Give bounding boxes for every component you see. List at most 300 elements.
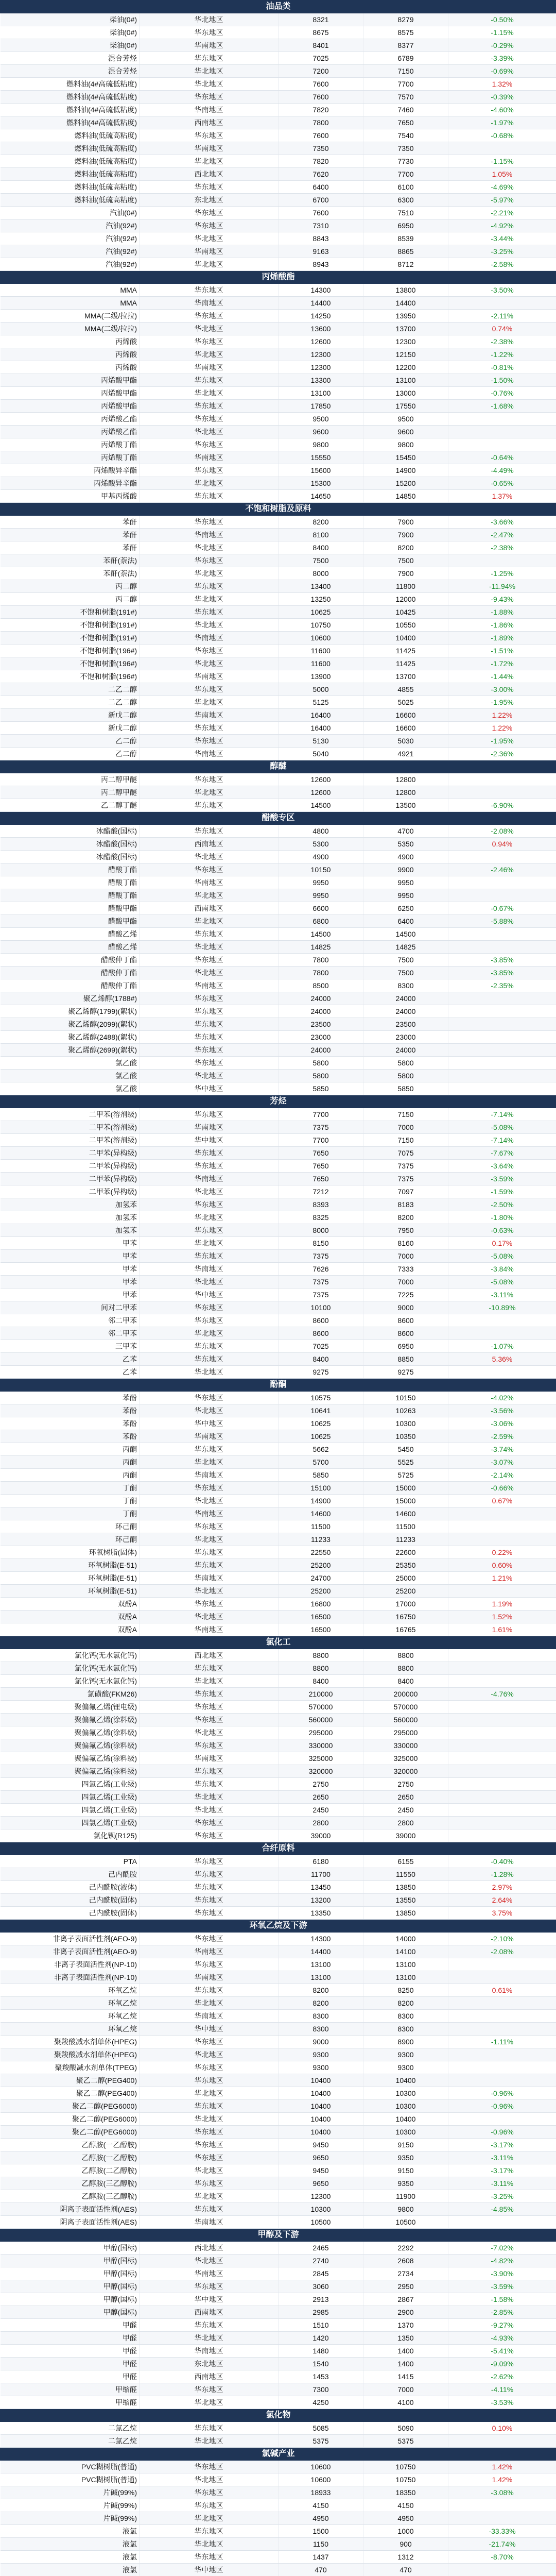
cell-region: 华东地区: [140, 1314, 279, 1327]
cell-curr: 8200: [363, 1211, 448, 1224]
cell-name: 甲苯: [1, 1237, 140, 1250]
cell-change: -0.40%: [448, 1855, 556, 1868]
cell-region: 华北地区: [140, 78, 279, 91]
cell-curr: 24000: [363, 992, 448, 1005]
cell-curr: 7730: [363, 155, 448, 168]
cell-curr: 10750: [363, 2473, 448, 2486]
cell-change: -3.56%: [448, 1404, 556, 1417]
cell-region: 华北地区: [140, 2512, 279, 2525]
cell-prev: 9650: [279, 2177, 363, 2190]
cell-name: 聚羧酸减水剂单体(HPEG): [1, 2048, 140, 2061]
price-row: [1, 2216, 556, 2229]
cell-name: 燃料油(低硫高粘度): [1, 181, 140, 194]
cell-region: 华北地区: [140, 13, 279, 26]
price-row: [1, 1250, 556, 1263]
cell-change: [448, 1726, 556, 1739]
cell-name: 不饱和树脂(191#): [1, 606, 140, 619]
cell-name: 醋酸仲丁酯: [1, 967, 140, 979]
price-row: [1, 1533, 556, 1546]
cell-name: 甲苯: [1, 1276, 140, 1289]
cell-region: 西北地区: [140, 168, 279, 181]
cell-region: 华北地区: [140, 1070, 279, 1082]
cell-prev: 7025: [279, 1340, 363, 1353]
cell-change: -3.84%: [448, 1263, 556, 1276]
cell-prev: 2985: [279, 2306, 363, 2319]
cell-curr: 8200: [363, 1997, 448, 2010]
section-title: 丙烯酸酯: [1, 271, 556, 284]
cell-region: 华东地区: [140, 129, 279, 142]
section-header: [1, 1379, 556, 1392]
cell-prev: 4150: [279, 2499, 363, 2512]
cell-change: 1.22%: [448, 722, 556, 735]
cell-change: -1.58%: [448, 2293, 556, 2306]
price-row: [1, 1430, 556, 1443]
cell-region: 华东地区: [140, 335, 279, 348]
cell-name: 液氯: [1, 2525, 140, 2538]
section-header: [1, 1842, 556, 1855]
cell-region: 华北地区: [140, 65, 279, 78]
cell-prev: 10600: [279, 632, 363, 645]
cell-region: 华北地区: [140, 232, 279, 245]
cell-change: -2.10%: [448, 1933, 556, 1945]
cell-change: 0.74%: [448, 323, 556, 335]
cell-change: [448, 1070, 556, 1082]
cell-change: -4.92%: [448, 219, 556, 232]
cell-name: 苯酐: [1, 529, 140, 541]
cell-curr: 7150: [363, 1134, 448, 1147]
cell-change: [448, 1585, 556, 1598]
cell-prev: 9950: [279, 889, 363, 902]
cell-prev: 325000: [279, 1752, 363, 1765]
cell-name: 乙醇胺(三乙醇胺): [1, 2190, 140, 2203]
price-row: [1, 838, 556, 851]
cell-region: 华北地区: [140, 2255, 279, 2267]
cell-prev: 7620: [279, 168, 363, 181]
cell-name: 苯酐: [1, 541, 140, 554]
price-row: [1, 516, 556, 529]
cell-region: 华东地区: [140, 1301, 279, 1314]
cell-name: 苯酐(萘法): [1, 554, 140, 567]
cell-change: -3.17%: [448, 2164, 556, 2177]
cell-name: 醋酸甲酯: [1, 902, 140, 915]
cell-name: 二乙二醇: [1, 696, 140, 709]
cell-name: 燃料油(低硫高粘度): [1, 142, 140, 155]
cell-change: -3.53%: [448, 2396, 556, 2409]
cell-region: 华东地区: [140, 1765, 279, 1778]
cell-region: 华东地区: [140, 181, 279, 194]
cell-region: 华东地区: [140, 413, 279, 426]
cell-region: 华东地区: [140, 1108, 279, 1121]
cell-region: 华东地区: [140, 2486, 279, 2499]
cell-change: -3.74%: [448, 1443, 556, 1456]
cell-region: 华东地区: [140, 490, 279, 503]
cell-name: 苯酚: [1, 1417, 140, 1430]
cell-name: 三甲苯: [1, 1340, 140, 1353]
price-row: [1, 645, 556, 657]
cell-curr: 2750: [363, 1778, 448, 1791]
cell-region: 华北地区: [140, 1185, 279, 1198]
price-row: [1, 1276, 556, 1289]
cell-prev: 13400: [279, 580, 363, 593]
cell-change: 0.10%: [448, 2422, 556, 2435]
price-row: [1, 606, 556, 619]
cell-change: [448, 1533, 556, 1546]
price-row: [1, 1314, 556, 1327]
cell-prev: 7300: [279, 2383, 363, 2396]
cell-prev: 7375: [279, 1276, 363, 1289]
cell-region: 华南地区: [140, 297, 279, 310]
section-header: [1, 271, 556, 284]
cell-change: [448, 2435, 556, 2448]
cell-change: [448, 2010, 556, 2023]
price-row: [1, 1173, 556, 1185]
cell-curr: 7510: [363, 207, 448, 219]
cell-prev: 7375: [279, 1121, 363, 1134]
price-row: [1, 979, 556, 992]
cell-name: 丁酮: [1, 1507, 140, 1520]
cell-curr: 560000: [363, 1714, 448, 1726]
cell-prev: 5300: [279, 838, 363, 851]
cell-prev: 12300: [279, 348, 363, 361]
cell-name: 聚乙烯醇(1788#): [1, 992, 140, 1005]
cell-change: [448, 1778, 556, 1791]
cell-change: -4.02%: [448, 1392, 556, 1404]
price-row: [1, 2151, 556, 2164]
cell-name: 甲醇(国标): [1, 2293, 140, 2306]
cell-region: 华南地区: [140, 1623, 279, 1636]
cell-name: 苯酚: [1, 1404, 140, 1417]
price-row: [1, 477, 556, 490]
cell-curr: 7570: [363, 91, 448, 104]
cell-curr: 5800: [363, 1070, 448, 1082]
price-row: [1, 374, 556, 387]
cell-curr: 5850: [363, 1082, 448, 1095]
cell-change: [448, 1314, 556, 1327]
cell-change: [448, 1662, 556, 1675]
cell-curr: 5375: [363, 2435, 448, 2448]
cell-curr: 1000: [363, 2525, 448, 2538]
price-row: [1, 2242, 556, 2255]
cell-region: 华北地区: [140, 786, 279, 799]
cell-change: 1.05%: [448, 168, 556, 181]
cell-curr: 570000: [363, 1701, 448, 1714]
cell-change: 0.61%: [448, 1984, 556, 1997]
cell-prev: 9300: [279, 2048, 363, 2061]
cell-region: 华北地区: [140, 1611, 279, 1623]
cell-region: 华东地区: [140, 310, 279, 323]
cell-prev: 15300: [279, 477, 363, 490]
cell-name: 乙二醇: [1, 748, 140, 760]
cell-curr: 9275: [363, 1366, 448, 1379]
cell-curr: 4700: [363, 825, 448, 838]
price-row: [1, 2396, 556, 2409]
cell-change: -1.88%: [448, 606, 556, 619]
cell-prev: 6800: [279, 915, 363, 928]
price-row: [1, 361, 556, 374]
cell-change: [448, 2048, 556, 2061]
cell-change: [448, 1005, 556, 1018]
cell-change: 2.64%: [448, 1894, 556, 1907]
cell-region: 华东地区: [140, 1340, 279, 1353]
cell-region: 华北地区: [140, 967, 279, 979]
price-row: [1, 1507, 556, 1520]
cell-region: 华南地区: [140, 1263, 279, 1276]
price-row: [1, 310, 556, 323]
cell-region: 华北地区: [140, 2048, 279, 2061]
cell-region: 华北地区: [140, 1327, 279, 1340]
cell-curr: 2867: [363, 2293, 448, 2306]
cell-name: 环氧乙烷: [1, 2023, 140, 2036]
cell-change: -7.14%: [448, 1108, 556, 1121]
cell-prev: 8200: [279, 1997, 363, 2010]
cell-curr: 9900: [363, 863, 448, 876]
price-row: [1, 464, 556, 477]
cell-region: 华东地区: [140, 1829, 279, 1842]
cell-change: -0.39%: [448, 91, 556, 104]
section-title: 合纤原料: [1, 1842, 556, 1855]
price-row: [1, 116, 556, 129]
cell-curr: 5725: [363, 1469, 448, 1482]
cell-name: 丙烯酸: [1, 361, 140, 374]
cell-change: -1.15%: [448, 26, 556, 39]
cell-change: [448, 1714, 556, 1726]
cell-prev: 7800: [279, 967, 363, 979]
cell-change: -0.67%: [448, 902, 556, 915]
cell-name: MMA: [1, 297, 140, 310]
cell-region: 西南地区: [140, 2370, 279, 2383]
cell-prev: 4250: [279, 2396, 363, 2409]
cell-name: 氯乙酸: [1, 1082, 140, 1095]
cell-prev: 10575: [279, 1392, 363, 1404]
cell-curr: 14500: [363, 928, 448, 941]
cell-curr: 16750: [363, 1611, 448, 1623]
cell-name: 氯乙酸: [1, 1057, 140, 1070]
cell-prev: 22550: [279, 1546, 363, 1559]
cell-curr: 13000: [363, 387, 448, 400]
cell-region: 华北地区: [140, 1675, 279, 1688]
cell-prev: 9000: [279, 2036, 363, 2048]
cell-region: 华东地区: [140, 91, 279, 104]
cell-prev: 5125: [279, 696, 363, 709]
cell-name: 不饱和树脂(191#): [1, 632, 140, 645]
cell-prev: 15550: [279, 451, 363, 464]
cell-name: 甲醛: [1, 2332, 140, 2345]
cell-region: 华东地区: [140, 1958, 279, 1971]
price-row: [1, 284, 556, 297]
cell-curr: 8400: [363, 1675, 448, 1688]
cell-change: -3.66%: [448, 516, 556, 529]
cell-curr: 4100: [363, 2396, 448, 2409]
cell-curr: 17000: [363, 1598, 448, 1611]
cell-change: -0.65%: [448, 477, 556, 490]
cell-prev: 2450: [279, 1804, 363, 1817]
cell-prev: 14500: [279, 799, 363, 812]
cell-change: -2.62%: [448, 2370, 556, 2383]
price-row: [1, 1765, 556, 1778]
cell-region: 华北地区: [140, 477, 279, 490]
section-title: 醇醚: [1, 760, 556, 773]
cell-curr: 9950: [363, 876, 448, 889]
cell-prev: 14400: [279, 297, 363, 310]
cell-curr: 11425: [363, 657, 448, 670]
cell-prev: 5800: [279, 1070, 363, 1082]
cell-name: 丙二醇: [1, 580, 140, 593]
cell-curr: 295000: [363, 1726, 448, 1739]
cell-change: -2.50%: [448, 1198, 556, 1211]
price-row: [1, 1726, 556, 1739]
cell-name: 片碱(99%): [1, 2499, 140, 2512]
cell-change: [448, 438, 556, 451]
cell-change: -1.07%: [448, 1340, 556, 1353]
cell-name: MMA: [1, 284, 140, 297]
cell-region: 华南地区: [140, 2216, 279, 2229]
cell-prev: 9650: [279, 2151, 363, 2164]
price-row: [1, 2473, 556, 2486]
price-row: [1, 2551, 556, 2564]
cell-curr: 1400: [363, 2345, 448, 2358]
cell-change: -3.39%: [448, 52, 556, 65]
price-row: [1, 1031, 556, 1044]
cell-name: 冰醋酸(国标): [1, 851, 140, 863]
cell-region: 华北地区: [140, 155, 279, 168]
cell-change: 1.22%: [448, 709, 556, 722]
cell-curr: 14900: [363, 464, 448, 477]
cell-prev: 8843: [279, 232, 363, 245]
cell-change: -3.06%: [448, 1417, 556, 1430]
cell-prev: 10641: [279, 1404, 363, 1417]
cell-region: 华北地区: [140, 426, 279, 438]
cell-name: 聚乙二醇(PEG400): [1, 2087, 140, 2100]
cell-region: 华北地区: [140, 1533, 279, 1546]
price-row: [1, 1018, 556, 1031]
cell-prev: 8200: [279, 516, 363, 529]
cell-region: 华东地区: [140, 1933, 279, 1945]
cell-prev: 5850: [279, 1469, 363, 1482]
cell-name: 二甲苯(异构级): [1, 1160, 140, 1173]
cell-region: 华南地区: [140, 1572, 279, 1585]
cell-region: 华北地区: [140, 2087, 279, 2100]
cell-prev: 295000: [279, 1726, 363, 1739]
price-row: [1, 1147, 556, 1160]
section-title: 不饱和树脂及原料: [1, 503, 556, 516]
cell-prev: 10400: [279, 2074, 363, 2087]
cell-change: -4.93%: [448, 2332, 556, 2345]
cell-name: 丙烯酸甲酯: [1, 387, 140, 400]
cell-change: -4.49%: [448, 464, 556, 477]
cell-region: 华北地区: [140, 696, 279, 709]
cell-region: 华北地区: [140, 1495, 279, 1507]
price-row: [1, 1559, 556, 1572]
cell-region: 华北地区: [140, 387, 279, 400]
cell-name: 不饱和树脂(196#): [1, 657, 140, 670]
price-row: [1, 1198, 556, 1211]
cell-change: -3.59%: [448, 2280, 556, 2293]
price-row: [1, 1585, 556, 1598]
cell-name: 丙烯酸: [1, 335, 140, 348]
cell-prev: 11233: [279, 1533, 363, 1546]
cell-region: 华东地区: [140, 284, 279, 297]
cell-curr: 14000: [363, 1933, 448, 1945]
price-row: [1, 1791, 556, 1804]
cell-name: 氯化钙(无水氯化钙): [1, 1649, 140, 1662]
cell-name: 丙烯酸丁酯: [1, 451, 140, 464]
cell-curr: 7650: [363, 116, 448, 129]
cell-curr: 7950: [363, 1224, 448, 1237]
cell-name: 柴油(0#): [1, 13, 140, 26]
cell-change: -7.67%: [448, 1147, 556, 1160]
price-row: [1, 1829, 556, 1842]
cell-curr: 14850: [363, 490, 448, 503]
price-row: [1, 1701, 556, 1714]
price-row: [1, 2164, 556, 2177]
cell-name: 不饱和树脂(196#): [1, 670, 140, 683]
cell-name: 醋酸丁酯: [1, 889, 140, 902]
cell-name: 丁酮: [1, 1482, 140, 1495]
cell-region: 华东地区: [140, 928, 279, 941]
cell-change: -2.08%: [448, 825, 556, 838]
cell-region: 华北地区: [140, 2473, 279, 2486]
cell-name: 丙酮: [1, 1456, 140, 1469]
cell-curr: 7097: [363, 1185, 448, 1198]
cell-name: 己内酰胺: [1, 1868, 140, 1881]
cell-change: -10.89%: [448, 1301, 556, 1314]
cell-change: -3.90%: [448, 2267, 556, 2280]
price-row: [1, 2190, 556, 2203]
price-row: [1, 2435, 556, 2448]
cell-curr: 7700: [363, 168, 448, 181]
cell-prev: 320000: [279, 1765, 363, 1778]
cell-curr: 15450: [363, 451, 448, 464]
cell-curr: 6400: [363, 915, 448, 928]
cell-change: -4.69%: [448, 181, 556, 194]
cell-change: 5.36%: [448, 1353, 556, 1366]
cell-prev: 9950: [279, 876, 363, 889]
cell-name: 非离子表面活性剂(NP-10): [1, 1958, 140, 1971]
cell-change: -0.64%: [448, 451, 556, 464]
cell-prev: 7650: [279, 1160, 363, 1173]
cell-change: 0.94%: [448, 838, 556, 851]
cell-prev: 9450: [279, 2164, 363, 2177]
cell-prev: 13100: [279, 1958, 363, 1971]
cell-curr: 10400: [363, 2113, 448, 2126]
cell-curr: 16765: [363, 1623, 448, 1636]
cell-region: 华南地区: [140, 709, 279, 722]
cell-change: [448, 1675, 556, 1688]
cell-region: 华中地区: [140, 2023, 279, 2036]
cell-name: 片碱(99%): [1, 2512, 140, 2525]
cell-curr: 12800: [363, 786, 448, 799]
cell-region: 华东地区: [140, 207, 279, 219]
cell-name: 燃料油(低硫高粘度): [1, 155, 140, 168]
cell-region: 华东地区: [140, 1559, 279, 1572]
cell-region: 华东地区: [140, 645, 279, 657]
cell-prev: 7310: [279, 219, 363, 232]
cell-curr: 14100: [363, 1945, 448, 1958]
cell-curr: 9150: [363, 2139, 448, 2151]
cell-curr: 9600: [363, 426, 448, 438]
cell-change: -3.11%: [448, 2151, 556, 2164]
cell-curr: 12200: [363, 361, 448, 374]
cell-region: 华东地区: [140, 1701, 279, 1714]
price-row: [1, 2280, 556, 2293]
cell-name: 丙烯酸甲酯: [1, 374, 140, 387]
cell-change: [448, 773, 556, 786]
cell-prev: 8325: [279, 1211, 363, 1224]
cell-curr: 5090: [363, 2422, 448, 2435]
cell-curr: 12300: [363, 335, 448, 348]
price-row: [1, 1572, 556, 1585]
cell-prev: 7200: [279, 65, 363, 78]
